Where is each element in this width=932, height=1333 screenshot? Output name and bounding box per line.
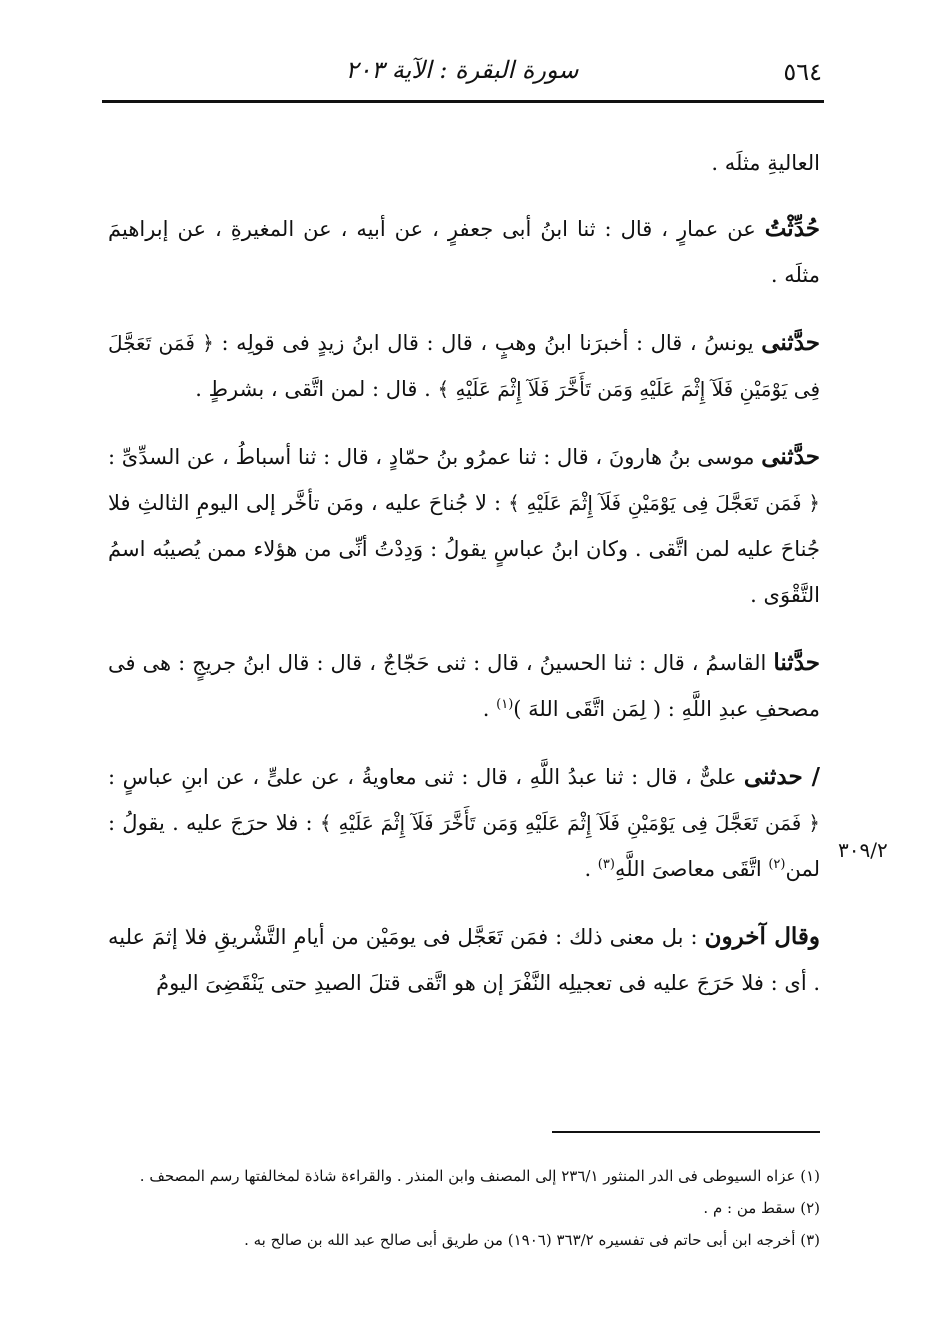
paragraph-text: يونسُ ، قال : أخبرَنا ابنُ وهبٍ ، قال : قال ابنُ زيدٍ فى قولِه :: [213, 331, 762, 355]
footnote-2: (٢) سقط من : م .: [703, 1199, 820, 1217]
quran-quote: ﴿ فَمَن تَعَجَّلَ فِى يَوْمَيْنِ فَلَآ إِثْمَ عَلَيْهِ ﴾: [508, 491, 820, 515]
paragraph-text: اتَّقَى معاصىَ اللَّهِ: [614, 857, 769, 881]
paragraph-4: [108, 434, 820, 618]
page-header: [102, 48, 822, 98]
paragraph-7: [108, 914, 820, 1006]
paragraph-6: [108, 754, 820, 892]
footnote-rule: [552, 1131, 820, 1133]
footnote-ref: (٣): [597, 857, 615, 872]
narration-keyword: / حدثنى: [743, 763, 820, 790]
narration-keyword: وقال آخرون: [704, 923, 821, 950]
footnote-3: (٣) أخرجه ابن أبى حاتم فى تفسيره ٣٦٣/٢ (١٩٠٦) من طريق أبى صالح عبد الله بن صالح به .: [244, 1231, 820, 1249]
footnotes: [108, 1160, 820, 1256]
quran-quote: ﴿ فَمَن تَعَجَّلَ فِى يَوْمَيْنِ فَلَآ إِثْمَ عَلَيْهِ وَمَن تَأَخَّرَ فَلَآ إِثْمَ عَلَيْهِ ﴾: [319, 811, 820, 835]
header-rule: [102, 100, 824, 103]
paragraph-3: [108, 320, 820, 412]
paragraph-text: : فلا حرَجَ عليه . يقولُ : لمن: [108, 811, 820, 881]
running-title: سورة البقرة : الآية ٢٠٣: [345, 56, 579, 84]
paragraph-text: . قال : لمن اتَّقى ، بشرطٍ .: [195, 377, 438, 401]
paragraph-1: [108, 140, 820, 186]
paragraph-text: العاليةِ مثلَه .: [711, 151, 820, 175]
paragraph-text: .: [482, 697, 497, 721]
footnote-ref: (٢): [768, 857, 786, 872]
paragraph-text: علىٌّ ، قال : ثنا عبدُ اللَّهِ ، قال : ثنى معاويةُ ، عن علىٍّ ، عن ابنِ عباسٍ :: [108, 765, 744, 789]
narration-keyword: حدَّثنى: [761, 329, 820, 356]
narration-keyword: حدَّثنى: [761, 443, 820, 470]
footnote-ref: (١): [496, 697, 514, 712]
paragraph-text: .: [584, 857, 598, 881]
quran-quote: ﴿ فَمَن تَعَجَّلَ فِى يَوْمَيْنِ فَلَآ إِثْمَ عَلَيْهِ وَمَن تَأَخَّرَ فَلَآ إِثْمَ عَلَيْهِ ﴾: [108, 331, 820, 401]
paragraph-5: [108, 640, 820, 732]
narration-keyword: حُدِّثْتُ: [764, 215, 820, 242]
narration-keyword: حدَّثنا: [773, 649, 820, 676]
page-number: ٥٦٤: [783, 58, 822, 86]
paragraph-text: القاسمُ ، قال : ثنا الحسينُ ، قال : ثنى حَجّاجٌ ، قال : قال ابنُ جريجٍ : هى فى مصحفِ عبدِ اللَّهِ : ( لِمَن اتَّقَى اللهَ ): [108, 651, 820, 721]
paragraph-text: : لا جُناحَ عليه ، ومَن تأخَّر إلى اليومِ الثالثِ فلا جُناحَ عليه لمن اتَّقى . وكان ابنُ عباسٍ يقولُ : وَدِدْتُ أنِّى من هؤلاء ممن يُصيبُه اسمُ التَّقْوَى .: [108, 491, 820, 607]
footnote-1: (١) عزاه السيوطى فى الدر المنثور ٢٣٦/١ إلى المصنف وابن المنذر . والقراءة شاذة لمخالفتها رسم المصحف .: [139, 1167, 820, 1185]
paragraph-2: [108, 206, 820, 298]
paragraph-text: عن عمارٍ ، قال : ثنا ابنُ أبى جعفرٍ ، عن أبيه ، عن المغيرةِ ، عن إبراهيمَ مثلَه .: [108, 217, 820, 287]
paragraph-text: : بل معنى ذلك : فمَن تَعَجَّل فى يومَيْن من أيامِ التَّشْريقِ فلا إثمَ عليه . أى : فلا حَرَجَ عليه فى تعجيلِه النَّفْرَ إن هو اتَّقى قتلَ الصيدِ حتى يَنْقَضِىَ اليومُ: [108, 925, 820, 995]
margin-reference: ٣٠٩/٢: [838, 838, 888, 862]
main-text: [108, 140, 820, 1028]
paragraph-text: موسى بنُ هارونَ ، قال : ثنا عمرُو بنُ حمّادٍ ، قال : ثنا أسباطُ ، عن السدِّىِّ :: [108, 445, 762, 469]
